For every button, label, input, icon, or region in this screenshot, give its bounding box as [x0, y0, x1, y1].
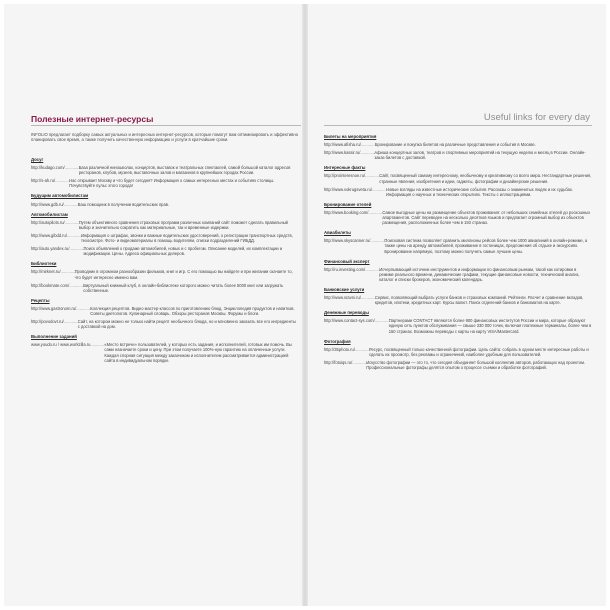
section-heading: Досуг: [31, 157, 44, 162]
page-title: Полезные интернет-ресурсы: [31, 114, 154, 124]
resource-entry: [324, 150, 592, 160]
resource-link[interactable]: http://auto.yandex.ru/: [31, 246, 70, 252]
book-gutter: [302, 4, 308, 606]
leader-dots: ..............: [370, 238, 387, 244]
resource-entry: [31, 233, 297, 243]
resource-description: База различной ниношколах, концертов, выставок и театральных спектаклей, самой большой каталог адресов ресторанов, клубов, музеев, выставочных залов и магазинов в крупнейших городах России.: [78, 165, 291, 176]
section-heading: Библиотеки: [31, 261, 57, 267]
resource-entry: [31, 306, 297, 316]
resource-link[interactable]: http://s-ah.ru/: [31, 178, 56, 184]
resource-entry: [31, 220, 297, 230]
resource-entry: [324, 318, 592, 333]
resource-link[interactable]: http://www.gastronom.ru/: [31, 305, 77, 311]
resource-link[interactable]: http://www.kassir.ru/: [324, 150, 361, 156]
resource-entry: [31, 165, 297, 175]
resource-link[interactable]: http://fotoiqs.ru/: [324, 359, 353, 365]
book-spread: [4, 4, 606, 606]
resource-entry: [31, 202, 297, 207]
resource-entry: [324, 238, 592, 253]
leader-dots: ..............: [360, 150, 377, 156]
resource-link[interactable]: http://kudago.com/: [31, 165, 65, 171]
resource-description: Искусство фотографии — это то, что сегодня объединяет большой коллектив авторов, работающих над проектом. Профессиональные фотографы делятся опытом о процессе съемки и обработке фотографий.: [366, 359, 586, 370]
resource-description: Самое выгодные цены на размещение объектов проживания: от небольших семейных отелей до роскошных апартаментов. Сайт переведен на несколько десятков языков и предлагает огромный выбор из объектов размещения, расположенных более чем в 193 странах.: [382, 209, 591, 226]
resource-description: Новые взгляды на известные исторические события. Рассказы о знаменитых людях и их судьбах. Информация о научных и технических открытиях. Тексты с иллюстрациями.: [386, 186, 574, 197]
resource-description: Сайт, посвященный самому интересному, необычному и креативному со всего мира. Нестандартные решения, странные явления, изобретения и идеи, гаджеты, фотографии и дизайнерские решения.: [379, 173, 592, 184]
resource-entry: [324, 267, 592, 282]
resource-entry: [31, 319, 297, 329]
resource-description: Афиша концертных залов, театров и спортивных мероприятий на текущую неделю и месяц в России. Онлайн-заказ билетов с доставкой.: [374, 150, 586, 161]
resource-entry: [324, 360, 592, 370]
leader-dots: ..............: [365, 266, 382, 272]
resource-link[interactable]: http://www.booking.com/: [324, 209, 369, 215]
resource-link[interactable]: http://www.afisha.ru/: [324, 142, 361, 148]
resource-link[interactable]: http://www.vokrugsveta.ru/: [324, 186, 373, 192]
left-column: [31, 152, 297, 363]
leader-dots: ..............: [374, 318, 391, 324]
resource-link[interactable]: www.youdo.ru / www.workzilla.ru: [31, 342, 91, 348]
resource-description: Информация о штрафах, звонки и важные водительских удостоверений, о регистрации транспортных средств, техосмотре. Фото- и видеоматериалы в помощь водителям, списки подразделений ГИБДД.: [80, 232, 293, 244]
leader-dots: ..............: [352, 359, 369, 365]
resource-entry: [31, 283, 297, 293]
resource-link[interactable]: http://www.gibdd.ru/: [31, 232, 67, 238]
leader-dots: ..............: [368, 209, 385, 215]
resource-link[interactable]: http://mirknet.ru/: [31, 269, 61, 275]
resource-description: Сервис, позволяющий выбрать услуги банков и страховых компаний. Рейтинги. Расчет и сравнение вкладов, кредитов, ипотеки, кредитных карт. Курсы валют. Поиск отделений банков и банкоматов на карте.: [374, 295, 584, 306]
section-heading: Авиабилеты: [324, 230, 351, 236]
leader-dots: ..............: [354, 346, 371, 352]
resource-entry: [324, 210, 592, 225]
resource-link[interactable]: http://bookmate.com/: [31, 282, 70, 288]
section-heading: Фотография: [324, 338, 351, 344]
resource-link[interactable]: http://35photo.ru/: [324, 346, 355, 352]
resource-link[interactable]: http://ru.investing.com/: [324, 266, 366, 272]
page-subtitle: Useful links for every day: [483, 112, 590, 123]
leader-dots: ..............: [360, 295, 377, 301]
resource-link[interactable]: http://www.sravni.ru/: [324, 295, 361, 301]
leader-dots: ..............: [66, 232, 83, 238]
resource-entry: [324, 295, 592, 305]
resource-link[interactable]: http://www.skyscanner.ru/: [324, 238, 371, 244]
intro-text: INFOLIO предлагает подборку самых актуальных и интересных интернет-ресурсов, которые помогут вам оптимизировать и эффективно планировать свое время, а также получить качественную информацию и услуги в кратчайшие сроки.: [31, 132, 299, 143]
section-heading: Бронирование отелей: [324, 201, 372, 207]
section-heading: Выполнение заданий: [31, 334, 77, 340]
resource-description: Ваш помощник в получении водительских прав.: [77, 201, 170, 207]
leader-dots: ..............: [365, 173, 382, 179]
resource-description: Ресурс, посвященный только качественной фотографии. Цель сайта: собрать в одном месте интересные работы и сделать их просмотр, без рекламы и ограничений, наиболее удобным для пользователей.: [368, 346, 589, 357]
resource-description: Бронирование и покупка билетов на различные представления и события в Москве.: [374, 142, 536, 148]
section-heading: Рецепты: [31, 297, 50, 303]
leader-dots: ..............: [69, 246, 86, 252]
resource-link[interactable]: http://www.contact-sys.com/: [324, 318, 375, 324]
leader-dots: ..............: [64, 165, 81, 171]
section-heading: Интересные факты: [324, 165, 366, 171]
section-heading: Будущим автомобилистам: [31, 193, 89, 199]
right-column: [324, 129, 592, 370]
leader-dots: ..............: [64, 219, 81, 225]
title-divider: [31, 125, 301, 126]
section-heading: Автомобилистам: [31, 211, 68, 217]
leader-dots: ..............: [63, 201, 80, 207]
leader-dots: ..............: [63, 319, 80, 325]
resource-entry: [324, 187, 592, 197]
resource-description: Поиск объявлений о продаже автомобилей, новых и с пробегом. Описание моделей, их комплектации и модификации. Цены. Адреса официальных дилеров.: [83, 246, 283, 257]
title-divider-right: [324, 125, 592, 126]
leader-dots: ..............: [372, 186, 388, 192]
resource-description: Коллекция рецептов. Видео мастер-классов по приготовлению блюд. Энциклопедия продуктов и напитков. Советы диетологов. Кулинарный словарь. Обзоры ресторанов Москвы. Форумы и блоги.: [90, 305, 295, 316]
leader-dots: ..............: [60, 269, 77, 275]
resource-description: Партнерами CONTACT являются более 900 финансовых институтов России и мира, которые образуют единую сеть пунктов обслуживания — свыше 330 000 точек, включая платежные терминалы, более чем в 150 странах. Возможны переводы с карты на карту VISA/Mastercard.: [388, 318, 592, 334]
resource-link[interactable]: http://povodovt.ru/: [31, 319, 64, 325]
leader-dots: ..............: [69, 282, 86, 288]
leader-dots: ..............: [76, 305, 93, 311]
leader-dots: ..............: [360, 142, 377, 148]
resource-entry: [324, 347, 592, 357]
resource-description: Проводник в огромном разнообразии фильмов, книг и игр. С его помощью вы найдете и при желании скачаете то, что будет интересно именно вам.: [74, 269, 293, 280]
resource-entry: [324, 173, 592, 183]
resource-link[interactable]: http://autopilots.ru/: [31, 219, 65, 225]
resource-description: Исчерпывающий источник инструментов и информации по финансовым рынкам, такой как котировки в режиме реального времени, динамические графики, текущие финансовые новости, технический анализ, каталог и списки брокеров, экономический календарь.: [379, 266, 580, 282]
resource-description: Поисковая система позволяет сравнить миллионы рейсов более чем 1000 авиалиний в онлайн-режиме, а также цены на аренду автомобилей, проживание в гостиницах, предложения об отдыхе и экскурсиях. Бронирование напрямую, поэтому можно получить самые лучшие цены.: [384, 238, 588, 254]
section-heading: Денежные переводы: [324, 310, 369, 316]
resource-description: Путем объективного сравнения страховых программ различных компаний сайт поможет сделать правильный выбор и значительно сократить как материальные, так и временные издержки.: [78, 219, 288, 230]
leader-dots: ..............: [55, 178, 72, 184]
resource-entry: [31, 342, 297, 362]
resource-entry: [31, 269, 297, 279]
resource-description: «Место встречи» пользователей, у которых есть задания, и исполнителей, готовых им помочь. Вы сами назначаете сроки и цену. При этом получаете 100%-ную гарантию на оплаченные услуги. Каждая спорная ситуация между заказчиком и исполнителем рассматривается администрацией сайта в индивидуальном порядке.: [104, 342, 292, 363]
resource-entry: [31, 246, 297, 256]
section-heading: Билеты на мероприятия: [324, 134, 377, 139]
resource-description: Сайт, на котором можно не только найти рецепт необычного блюда, но и мгновенно заказать все его ингредиенты с доставкой на дом.: [77, 319, 296, 330]
section-heading: Финансовый эксперт: [324, 258, 370, 264]
resource-description: Виртуальный книжный клуб, в онлайн-библиотеке которого можно читать более 5000 книг или загружать собственные.: [83, 282, 284, 293]
resource-entry: [324, 142, 592, 147]
section-heading: Банковские услуги: [324, 286, 365, 292]
leader-dots: ..............: [90, 342, 107, 348]
resource-entry: [31, 178, 297, 188]
resource-description: Нас открывает Москву и что будет сегодня? Информация о самых интересных местах и событиях столицы. Почувствуйте пульс этого города!: [69, 178, 275, 189]
resource-link[interactable]: http://prointeresnoe.ru/: [324, 173, 366, 179]
resource-link[interactable]: http://www.gdb.ru/: [31, 201, 64, 207]
